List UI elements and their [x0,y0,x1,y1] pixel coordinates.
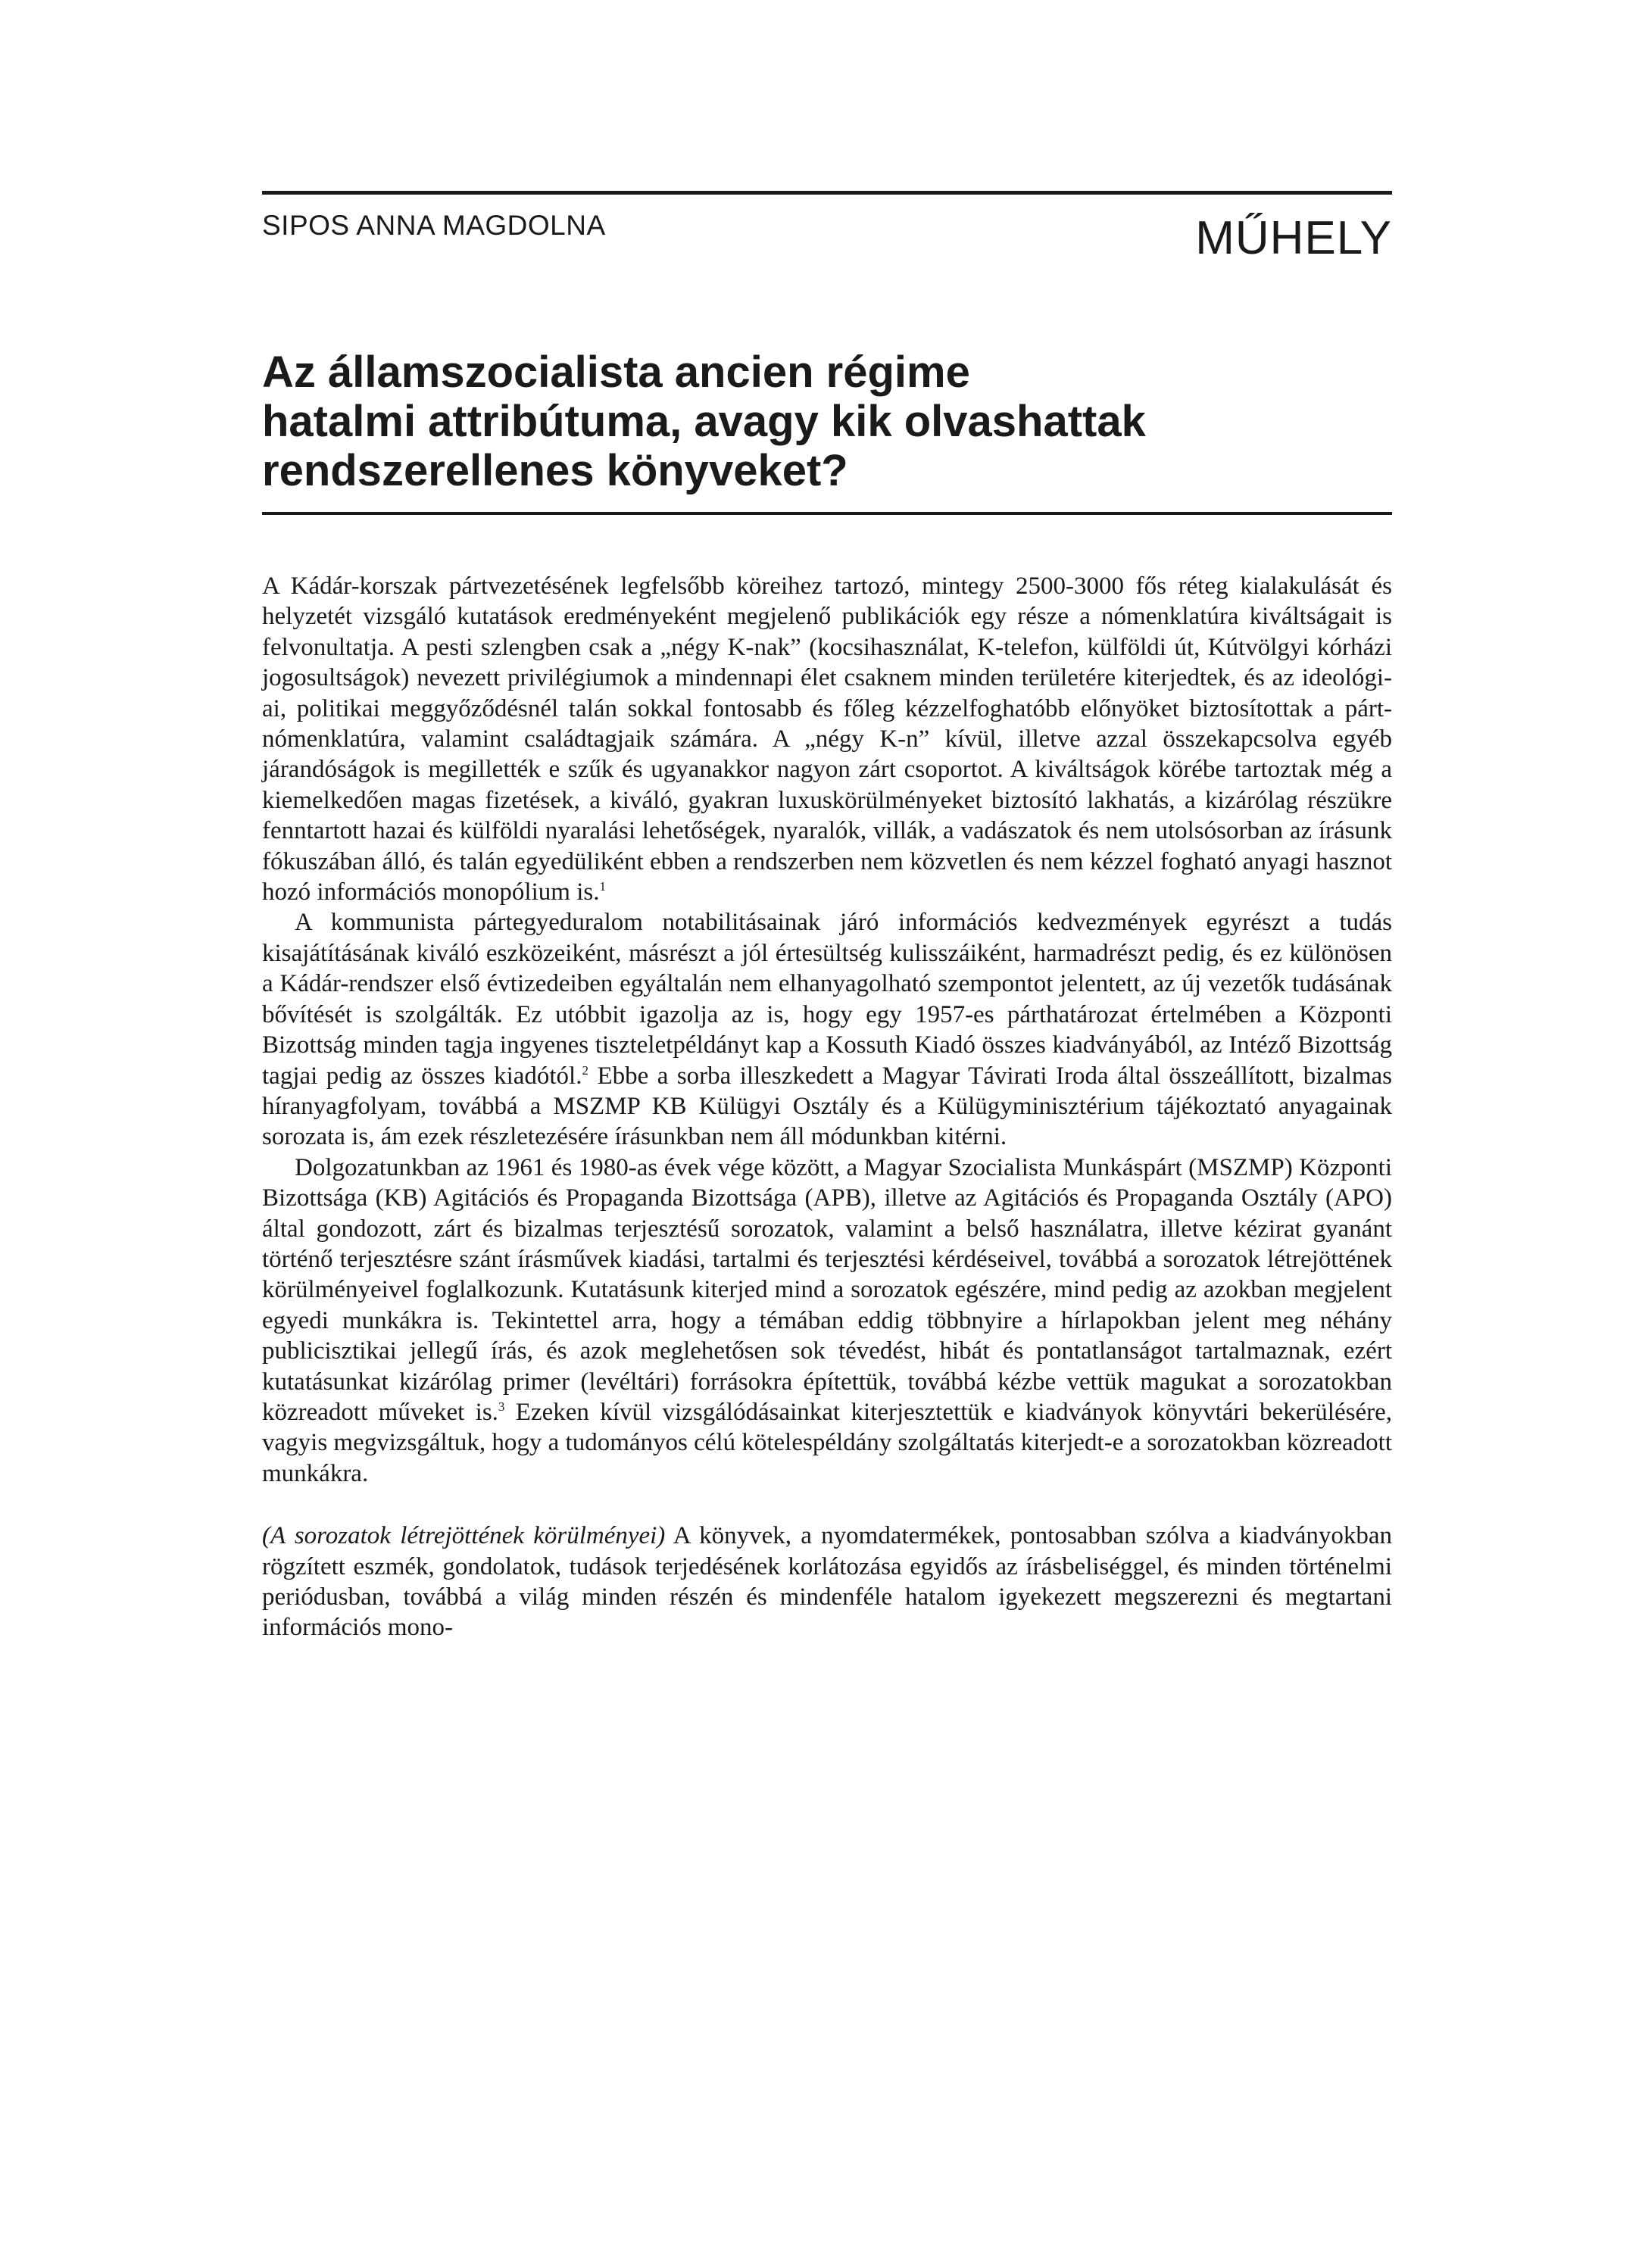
title-rule [262,512,1392,515]
author-name: SIPOS ANNA MAGDOLNA [262,210,606,241]
subsection-lead-in: (A sorozatok létrejöttének körülményei) [262,1522,666,1550]
title-line: Az államszocialista ancien régime [262,348,970,397]
section-label: MŰHELY [1195,212,1392,264]
footnote-marker: 1 [599,879,606,894]
subsection-paragraph [262,1521,1392,1643]
title-line: rendszerellenes könyveket? [262,446,848,495]
title-line: hatalmi attribútuma, avagy kik olvashattak [262,397,1146,446]
footnote-marker: 3 [498,1399,505,1414]
paragraph-text: Ebbe a sorba illeszkedett a Magyar Távirati Iroda által összeállított, bizalmas híranyagfolyam, továbbá a MSZMP KB Külügyi Osztály és a Külügyminisztérium tájékoztató anyagainak sorozata is, ám ezek részletezésére írásunkban nem áll módunkban kitérni. [262,1062,1392,1151]
article-title [262,348,1392,495]
paragraph-text: A Kádár-korszak pártvezetésének legfelsőbb köreihez tartozó, mintegy 2500-3000 fős réteg kialakulását és helyzetét vizsgáló kutatások eredményeként megjelenő publikációk egy része a nómenklatúra kiváltságait is felvonultatja. A pesti szlengben csak a „négy K-nak” (kocsihasználat, K-telefon, külföldi út, Kútvölgyi kórházi jogosultságok) nevezett privilégiumok a mindennapi élet csaknem minden területére kiterjedtek, és az ideológiai, politikai meggyőződésnél talán sokkal fontosabb és főleg kézzelfoghatóbb előnyöket biztosítottak a párt-nómenklatúra, valamint családtagjaik számára. A „négy K-n” kívül, illetve azzal összekapcsolva egyéb járandóságok is megillették e szűk és ugyanakkor nagyon zárt csoportot. A kiváltságok körébe tartoztak még a kiemelkedően magas fizetések, a kiváló, gyakran luxuskörülményeket biztosító lakhatás, a kizárólag részükre fenntartott hazai és külföldi nyaralási lehetőségek, nyaralók, villák, a vadászatok és nem utolsósorban az írásunk fókuszában álló, és talán egyedüliként ebben a rendszerben nem közvetlen és nem kézzel fogható anyagi hasznot hozó információs monopólium is. [262,572,1392,906]
journal-page [262,191,1392,1643]
page-header [262,195,1392,284]
paragraph-text: Ezeken kívül vizsgálódásainkat kiterjesztettük e kiadványok könyvtári bekerülésére, vagyis megvizsgáltuk, hogy a tudományos célú kötelespéldány szolgáltatás kiterjedt-e a sorozatokban közreadott munkákra. [262,1398,1392,1487]
article-body [262,571,1392,1643]
paragraph-text: A könyvek, a nyomdatermékek, pontosabban szólva a kiadványokban rögzített eszmék, gondolatok, tudások terjedésének korlátozása egyidős az írásbeliséggel, és minden történelmi periódusban, továbbá a világ minden részén és mindenféle hatalom igyekezett megszerezni és megtartani információs mono- [262,1522,1393,1642]
footnote-marker: 2 [582,1062,588,1078]
body-paragraph [262,1153,1392,1489]
paragraph-text: Dolgozatunkban az 1961 és 1980-as évek vége között, a Magyar Szocialista Munkáspárt (MSZMP) Központi Bizottsága (KB) Agitációs és Propaganda Bizottsága (APB), illetve az Agitációs és Propaganda Osztály (APO) által gondozott, zárt és bizalmas terjesztésű sorozatok, valamint a belső használatra, illetve kézirat gyanánt történő terjesztésre szánt írásművek kiadási, tartalmi és terjesztési kérdéseivel, továbbá a sorozatok létrejöttének körülményeivel foglalkozunk. Kutatásunk kiterjed mind a sorozatok egészére, mind pedig az azokban megjelent egyedi munkákra is. Tekintettel arra, hogy a témában eddig többnyire a hírlapokban jelent meg néhány publicisztikai jellegű írás, és azok meglehetősen sok tévedést, hibát és pontatlanságot tartalmaznak, ezért kutatásunkat kizárólag primer (levéltári) forrásokra építettük, továbbá kézbe vettük magukat a sorozatokban közreadott műveket is. [262,1153,1392,1426]
body-paragraph [262,571,1392,907]
paragraph-text: A kommunista pártegyeduralom notabilitásainak járó információs kedvezmények egyrészt a tudás kisajátításának kiváló eszközeiként, másrészt a jól értesültség kulisszáiként, harmadrészt pedig, és ez különösen a Kádár-rendszer első évtizedeiben egyáltalán nem elhanyagolható szempontot jelentett, az új vezetők tudásának bővítését is szolgálták. Ez utóbbit igazolja az is, hogy egy 1957-es párthatározat értelmében a Központi Bizottság minden tagja ingyenes tiszteletpéldányt kap a Kossuth Kiadó összes kiadványából, az Intéző Bizottság tagjai pedig az összes kiadótól. [262,909,1392,1090]
body-paragraph [262,907,1392,1152]
